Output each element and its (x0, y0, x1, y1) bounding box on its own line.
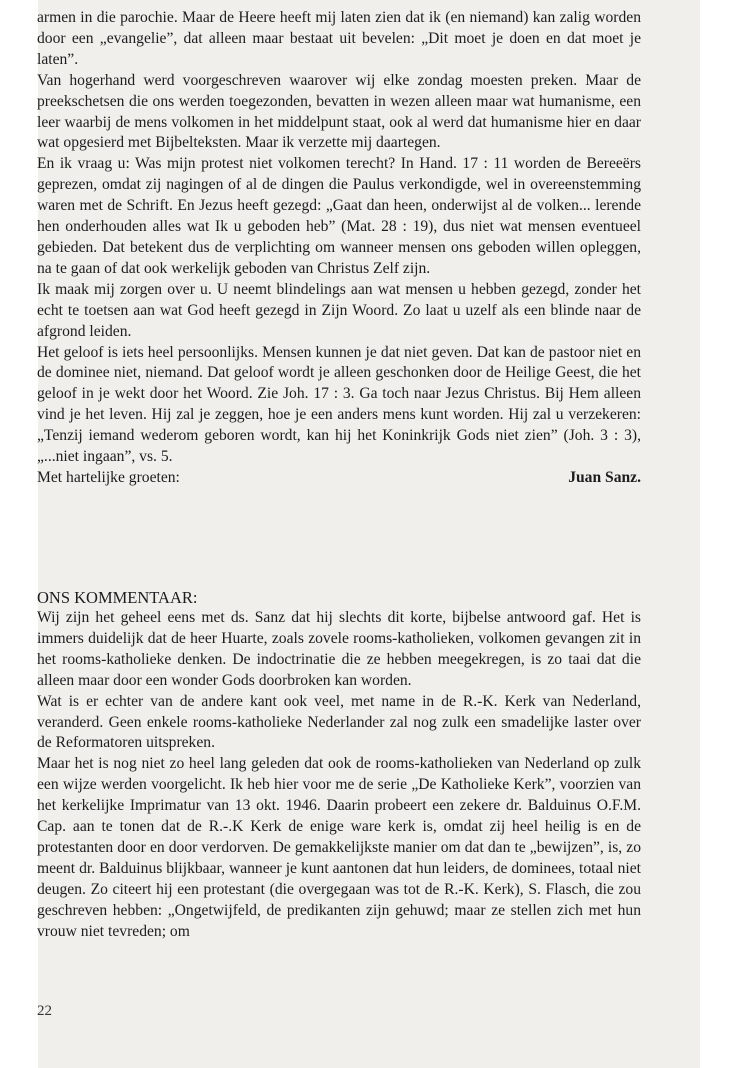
closing: Met hartelijke groeten: (37, 468, 180, 486)
paragraph: Maar het is nog niet zo heel lang geleden dat ook de rooms-katholieken van Nederland op zulk een wijze werden voorgelicht. Ik heb hier voor me de serie „De Katholieke Kerk”, voorzien van het kerkelijke Imprimatur van 13 okt. 1946. Daarin probeert een zekere dr. Balduinus O.F.M. Cap. aan te tonen dat de R.-.K Kerk de enige ware kerk is, omdat zij heel heilig is en de protestanten door en door verdorven. De gemakkelijkste manier om dat dan te „bewijzen”, is, zo meent dr. Balduinus blijkbaar, wanneer je kunt aantonen dat hun leiders, de dominees, totaal niet deugen. Zo citeert hij een protestant (die overgegaan was tot de R.-K. Kerk), S. Flasch, die zou geschreven hebben: „Ongetwijfeld, de predikanten zijn gehuwd; maar ze stellen zich met hun vrouw niet tevreden; om (37, 755, 641, 940)
paragraph: Het geloof is iets heel persoonlijks. Mensen kunnen je dat niet geven. Dat kan de pastoor niet en de dominee niet, niemand. Dat geloof wordt je alleen geschonken door de Heilige Geest, die het geloof in je wekt door het Woord. Zie Joh. 17 : 3. Ga toch naar Jezus Christus. Bij Hem alleen vind je het leven. Hij zal je zeggen, hoe je een anders mens kunt worden. Hij zal u verzekeren: „Tenzij iemand wederom geboren wordt, kan hij het Koninkrijk Gods niet zien” (Joh. 3 : 3), „...niet ingaan”, vs. 5. (37, 343, 641, 466)
paragraph: Wij zijn het geheel eens met ds. Sanz dat hij slechts dit korte, bijbelse antwoord gaf. Het is immers duidelijk dat de heer Huarte, zoals zovele rooms-katholieken, volkomen gevangen zit in het rooms-katholieke denken. De indoctrinatie die ze hebben meegekregen, is zo taai dat die alleen maar door een wonder Gods doorbroken kan worden. (37, 609, 641, 689)
paragraph: Wat is er echter van de andere kant ook veel, met name in de R.-K. Kerk van Nederland, veranderd. Geen enkele rooms-katholieke Nederlander zal nog zulk een smadelijke laster over de Reformatoren uitspreken. (37, 692, 641, 752)
letter-signature-line (37, 468, 641, 489)
paragraph: Ik maak mij zorgen over u. U neemt blindelings aan wat mensen u hebben gezegd, zonder het echt te toetsen aan wat God heeft gezegd in Zijn Woord. Zo laat u uzelf als een blinde naar de afgrond leiden. (37, 280, 641, 340)
commentary-text (37, 608, 641, 943)
signature: Juan Sanz. (568, 468, 641, 486)
letter-text (37, 8, 641, 489)
paragraph: Van hogerhand werd voorgeschreven waarover wij elke zondag moesten preken. Maar de preekschetsen die ons werden toegezonden, bevatten in wezen alleen maar wat humanisme, een leer waarbij de mens volkomen in het middelpunt staat, ook al werd dat humanisme hier en daar wat opgesierd met Bijbelteksten. Maar ik verzette mij daartegen. (37, 71, 641, 152)
paragraph: En ik vraag u: Was mijn protest niet volkomen terecht? In Hand. 17 : 11 worden de Bereeërs geprezen, omdat zij nagingen of al de dingen die Paulus verkondigde, wel in overeenstemming waren met de Schrift. En Jezus heeft gezegd: „Gaat dan heen, onderwijst al de volken... lerende hen onderhouden alles wat Ik u geboden heb” (Mat. 28 : 19), dus niet wat mensen eventueel gebieden. Dat betekent dus de verplichting om wanneer mensen ons geboden willen opleggen, na te gaan of dat ook werkelijk geboden van Christus Zelf zijn. (37, 155, 641, 277)
commentary-heading: ONS KOMMENTAAR: (37, 588, 198, 607)
paragraph: armen in die parochie. Maar de Heere heeft mij laten zien dat ik (en niemand) kan zalig worden door een „evangelie”, dat alleen maar bestaat uit bevelen: „Dit moet je doen en dat moet je laten”. (37, 9, 641, 68)
page-number: 22 (37, 1003, 52, 1019)
